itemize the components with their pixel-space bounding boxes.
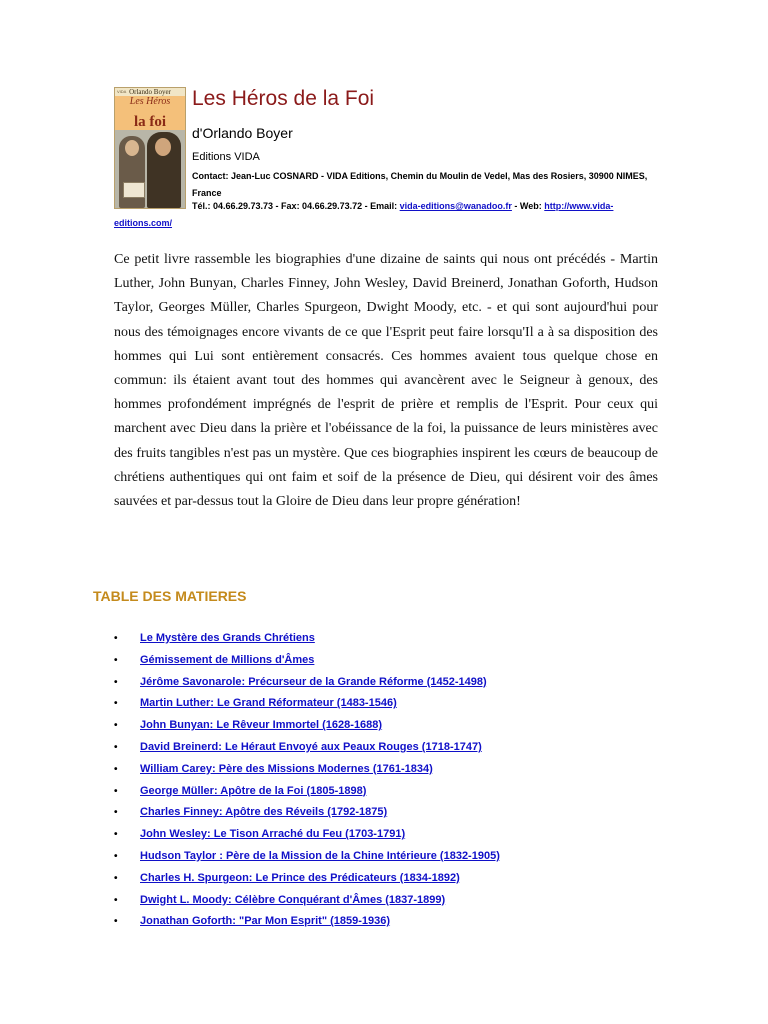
cover-illustration bbox=[115, 130, 185, 208]
toc-link[interactable]: Jonathan Goforth: "Par Mon Esprit" (1859-1936) bbox=[140, 915, 391, 928]
bullet-icon: • bbox=[114, 676, 118, 688]
toc-link[interactable]: George Müller: Apôtre de la Foi (1805-1898) bbox=[140, 784, 367, 797]
toc-item bbox=[114, 693, 674, 715]
toc-list bbox=[114, 628, 674, 933]
toc-item bbox=[114, 846, 674, 868]
toc-item bbox=[114, 824, 674, 846]
book-publisher: Editions VIDA bbox=[192, 151, 260, 163]
book-title: Les Héros de la Foi bbox=[192, 87, 375, 110]
phone-fax-text: Tél.: 04.66.29.73.73 - Fax: 04.66.29.73.72 - Email: bbox=[192, 201, 400, 211]
toc-link[interactable]: Dwight L. Moody: Célèbre Conquérant d'Âmes (1837-1899) bbox=[140, 893, 446, 906]
publisher-contact: Contact: Jean-Luc COSNARD - VIDA Editions, Chemin du Moulin de Vedel, Mas des Rosiers, 30900 NIMES, France bbox=[192, 171, 648, 198]
toc-item bbox=[114, 868, 674, 890]
toc-item bbox=[114, 650, 674, 672]
toc-link[interactable]: Jérôme Savonarole: Précurseur de la Grande Réforme (1452-1498) bbox=[140, 675, 487, 688]
cover-publisher-mark: VIDA bbox=[117, 89, 127, 94]
bullet-icon: • bbox=[114, 916, 118, 928]
cover-author: Orlando Boyer bbox=[129, 88, 171, 96]
book-author: d'Orlando Boyer bbox=[192, 125, 293, 141]
toc-link[interactable]: David Breinerd: Le Héraut Envoyé aux Peaux Rouges (1718-1747) bbox=[140, 740, 482, 753]
bullet-icon: • bbox=[114, 633, 118, 644]
bullet-icon: • bbox=[114, 829, 118, 841]
bullet-icon: • bbox=[114, 850, 118, 862]
bullet-icon: • bbox=[114, 720, 118, 732]
toc-item bbox=[114, 715, 674, 737]
cover-open-book bbox=[123, 182, 145, 198]
publisher-phone-line bbox=[192, 200, 613, 212]
bullet-icon: • bbox=[114, 741, 118, 753]
bullet-icon: • bbox=[114, 894, 118, 906]
bullet-icon: • bbox=[114, 763, 118, 775]
cover-title-line1: Les Héros bbox=[129, 96, 171, 107]
bullet-icon: • bbox=[114, 698, 118, 710]
toc-link[interactable]: Martin Luther: Le Grand Réformateur (1483-1546) bbox=[140, 697, 397, 710]
website-link-part1[interactable]: http://www.vida- bbox=[544, 201, 614, 211]
toc-link[interactable]: John Bunyan: Le Rêveur Immortel (1628-1688) bbox=[140, 719, 383, 732]
email-link[interactable]: vida-editions@wanadoo.fr bbox=[399, 201, 512, 211]
toc-item bbox=[114, 802, 674, 824]
bullet-icon: • bbox=[114, 872, 118, 884]
toc-link[interactable]: Le Mystère des Grands Chrétiens bbox=[140, 632, 315, 644]
website-link-part2[interactable]: editions.com/ bbox=[114, 218, 173, 228]
toc-item bbox=[114, 737, 674, 759]
cover-title-line2: la foi bbox=[133, 114, 167, 130]
toc-item bbox=[114, 759, 674, 781]
toc-item bbox=[114, 890, 674, 912]
toc-link[interactable]: William Carey: Père des Missions Modernes (1761-1834) bbox=[140, 762, 433, 775]
toc-heading: TABLE DES MATIERES bbox=[93, 588, 247, 604]
bullet-icon: • bbox=[114, 654, 118, 666]
toc-item bbox=[114, 911, 674, 933]
toc-link[interactable]: John Wesley: Le Tison Arraché du Feu (1703-1791) bbox=[140, 828, 406, 841]
bullet-icon: • bbox=[114, 807, 118, 819]
toc-link[interactable]: Hudson Taylor : Père de la Mission de la Chine Intérieure (1832-1905) bbox=[140, 849, 500, 862]
intro-paragraph: Ce petit livre rassemble les biographies d'une dizaine de saints qui nous ont précédés - Martin Luther, John Bunyan, Charles Finney, John Wesley, David Breinerd, Jonathan Goforth, Hudson Taylor, Georges Müller, Charles Spurgeon, Dwight Moody, etc. - et qui sont aujourd'hui pour nous des témoignages encore vivants de ce que l'Esprit peut faire lorsqu'Il a à sa disposition des hommes qui Lui sont entièrement consacrés. Ces hommes avaient tous quelque chose en commun: ils étaient avant tout des hommes qui avancèrent avec le Seigneur à genoux, des hommes profondément imprégnés de l'esprit de prière et remplis de l'Esprit. Pour ceux qui marchent avec Dieu dans la prière et l'obéissance de la foi, la puissance de leurs ministères avec des fruits tangibles n'est pas un mystère. Que ces biographies inspirent les cœurs de beaucoup de chrétiens authentiques qui ont faim et soif de la présence de Dieu, qui désirent voir des âmes sauvées et par-dessus tout la Gloire de Dieu dans leur propre génération! bbox=[114, 252, 658, 510]
toc-item bbox=[114, 628, 674, 650]
cover-face-right bbox=[155, 138, 171, 156]
toc-item bbox=[114, 672, 674, 694]
publisher-web-line bbox=[114, 217, 172, 229]
toc-link[interactable]: Charles Finney: Apôtre des Réveils (1792-1875) bbox=[140, 806, 388, 819]
toc-link[interactable]: Charles H. Spurgeon: Le Prince des Prédicateurs (1834-1892) bbox=[140, 871, 460, 884]
toc-link[interactable]: Gémissement de Millions d'Âmes bbox=[140, 653, 315, 666]
toc-item bbox=[114, 781, 674, 803]
bullet-icon: • bbox=[114, 785, 118, 797]
web-label: - Web: bbox=[511, 201, 545, 211]
cover-face-left bbox=[125, 140, 139, 156]
book-cover-image bbox=[114, 87, 186, 209]
